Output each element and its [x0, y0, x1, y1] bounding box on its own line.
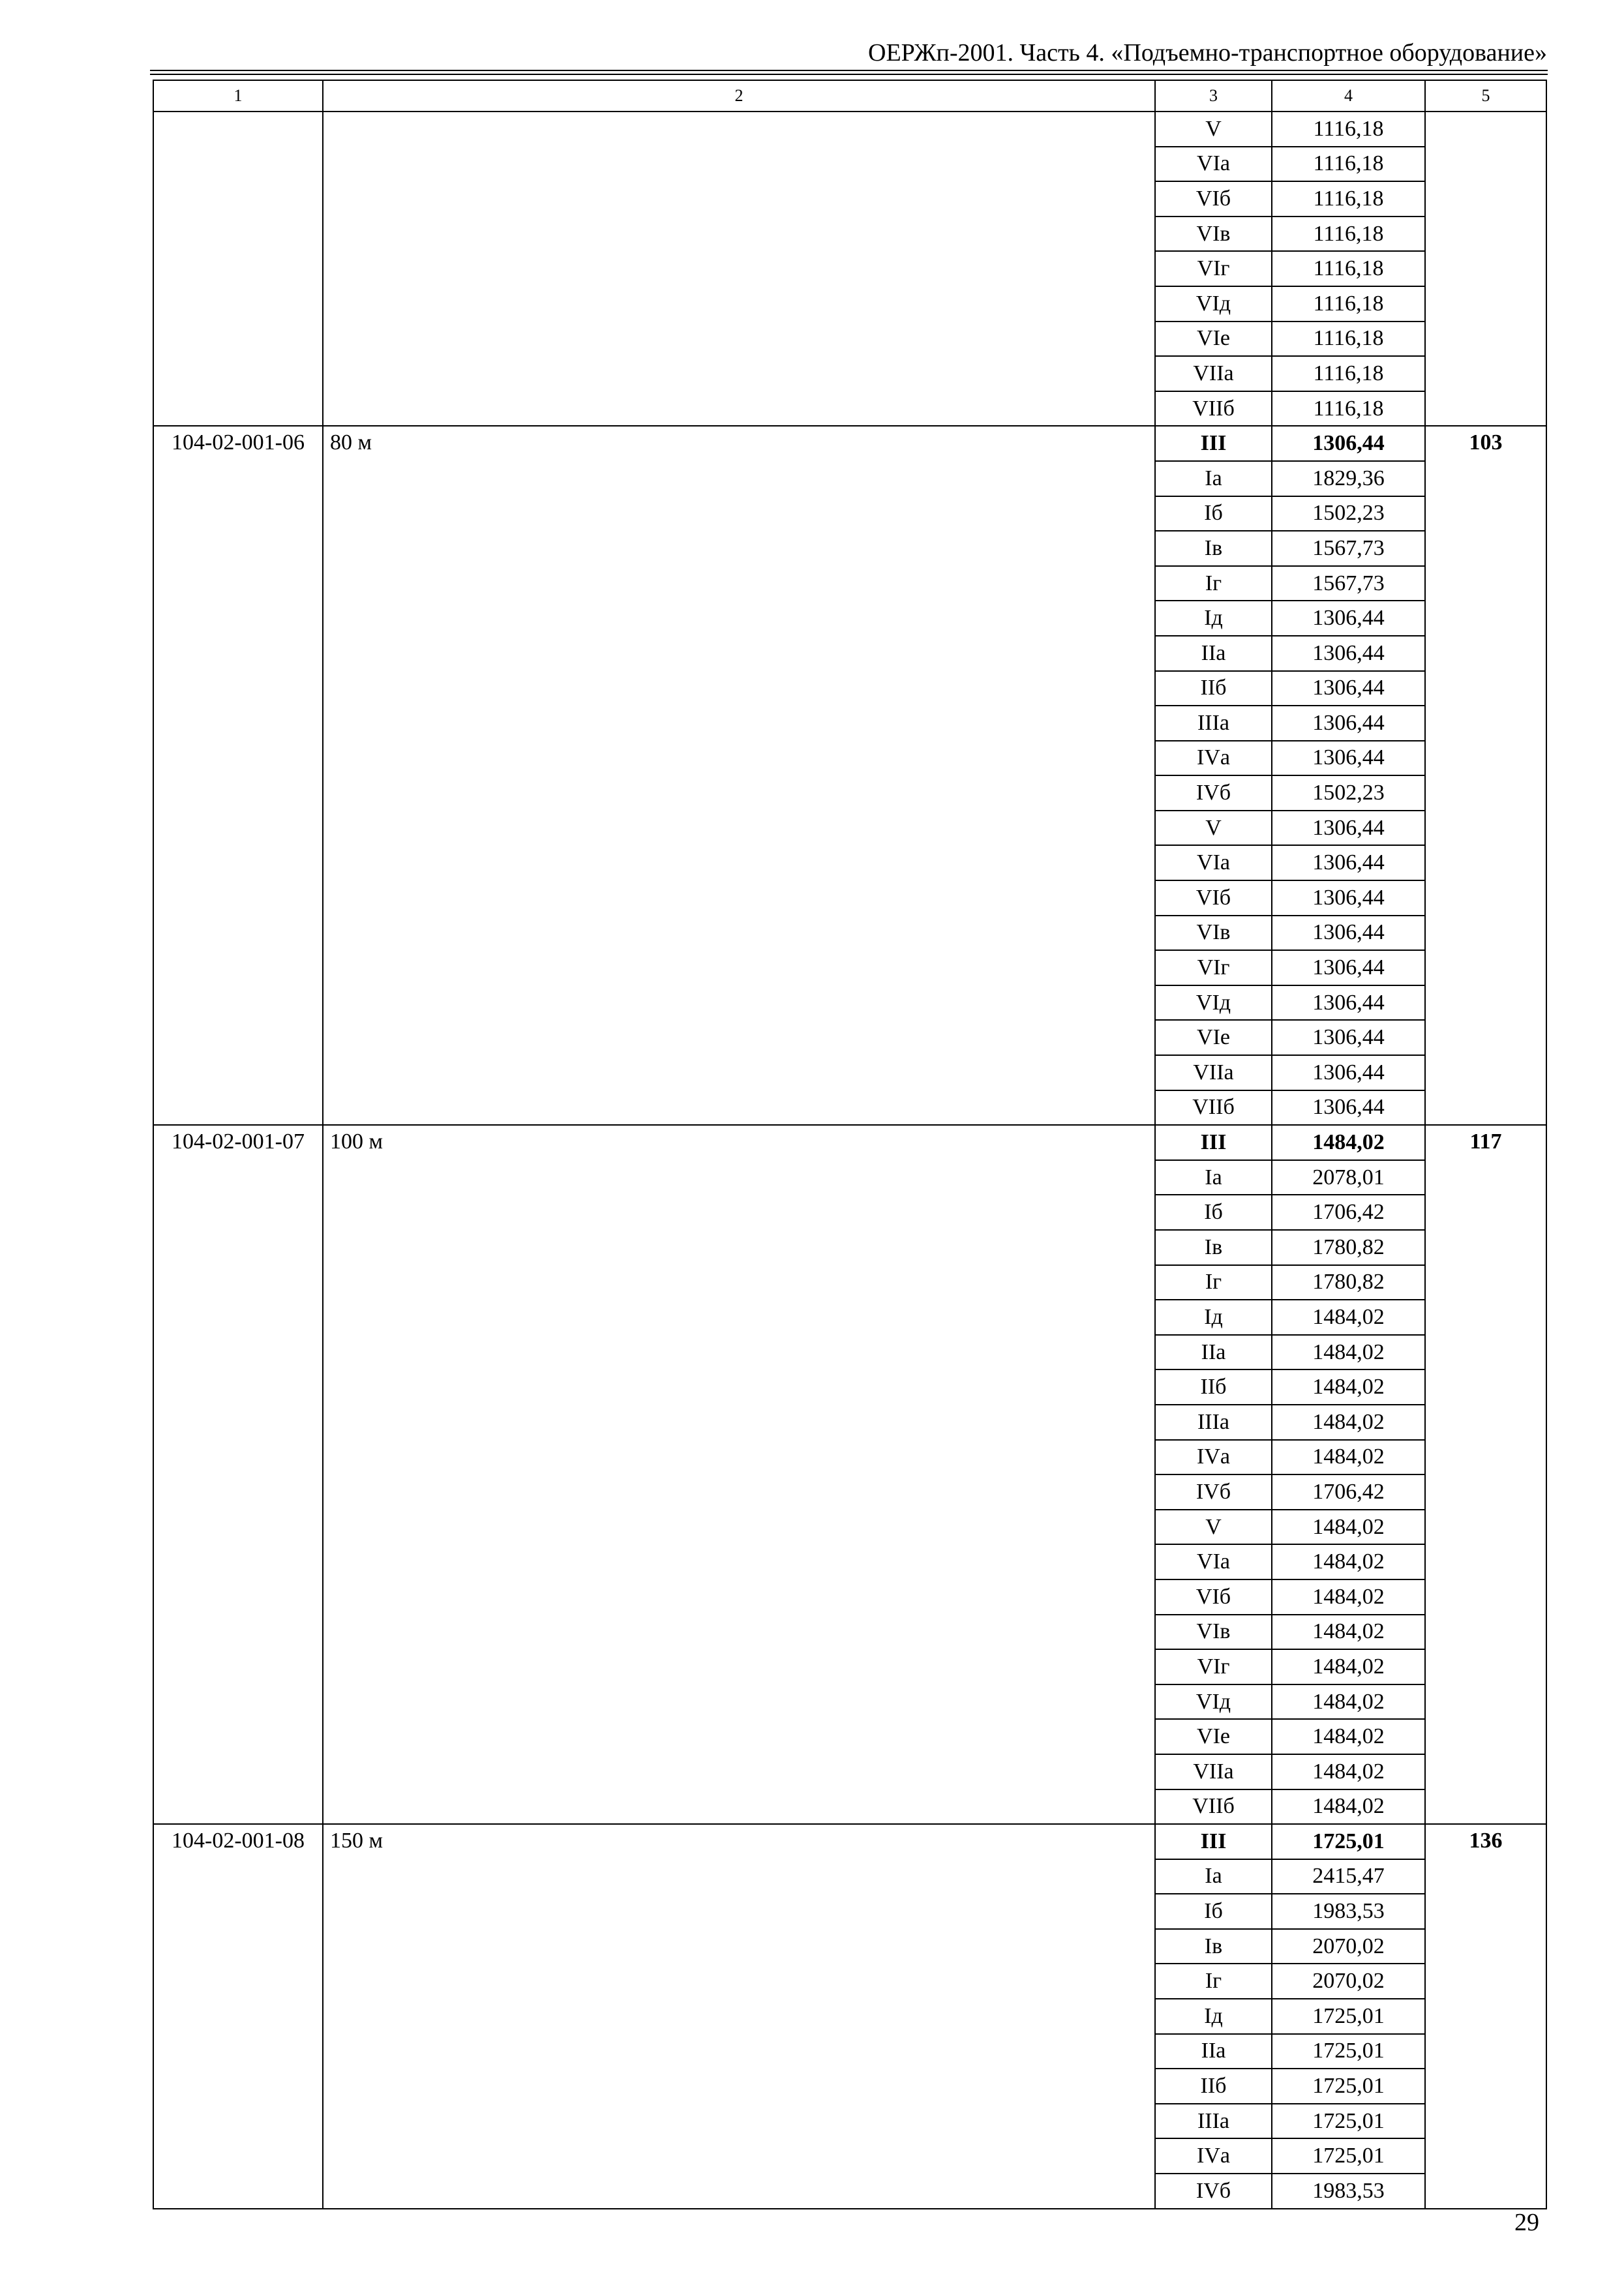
- zone-cell: VIIа: [1155, 1754, 1272, 1789]
- price-cell: 1484,02: [1272, 1440, 1425, 1475]
- table-row: [153, 112, 1546, 147]
- rate-code-cell: 104-02-001-06: [153, 426, 323, 1125]
- zone-cell: Iв: [1155, 1929, 1272, 1964]
- price-cell: 1484,02: [1272, 1369, 1425, 1405]
- zone-cell: Iд: [1155, 1300, 1272, 1335]
- price-cell: 1484,02: [1272, 1510, 1425, 1545]
- zone-cell: IVа: [1155, 2138, 1272, 2174]
- zone-cell: IIIа: [1155, 1405, 1272, 1440]
- rate-code-cell: [153, 112, 323, 426]
- price-cell: 2070,02: [1272, 1929, 1425, 1964]
- zone-cell: IIб: [1155, 2069, 1272, 2104]
- zone-cell: VIIб: [1155, 391, 1272, 426]
- zone-cell: Iб: [1155, 1195, 1272, 1230]
- price-cell: 1116,18: [1272, 286, 1425, 322]
- price-cell: 1306,44: [1272, 706, 1425, 741]
- rate-name-cell: 150 м: [323, 1824, 1155, 2209]
- zone-cell: VIIа: [1155, 356, 1272, 391]
- zone-cell: Iд: [1155, 601, 1272, 636]
- price-cell: 1306,44: [1272, 741, 1425, 776]
- price-cell: 1725,01: [1272, 1824, 1425, 1859]
- price-cell: 1484,02: [1272, 1579, 1425, 1615]
- zone-cell: Iб: [1155, 496, 1272, 531]
- price-cell: 1306,44: [1272, 845, 1425, 880]
- header-rule-double: [150, 74, 1548, 75]
- price-cell: 1484,02: [1272, 1300, 1425, 1335]
- price-cell: 1306,44: [1272, 426, 1425, 461]
- price-cell: 1306,44: [1272, 636, 1425, 671]
- column-5-cell: 136: [1425, 1824, 1546, 2209]
- price-cell: 1706,42: [1272, 1195, 1425, 1230]
- zone-cell: VIв: [1155, 217, 1272, 252]
- zone-cell: IVб: [1155, 1474, 1272, 1510]
- price-cell: 1306,44: [1272, 950, 1425, 985]
- column-header-3: 3: [1155, 80, 1272, 112]
- price-cell: 1725,01: [1272, 2069, 1425, 2104]
- zone-cell: IVб: [1155, 775, 1272, 811]
- column-header-4: 4: [1272, 80, 1425, 112]
- price-cell: 1306,44: [1272, 811, 1425, 846]
- zone-cell: Iа: [1155, 1859, 1272, 1894]
- price-cell: 1780,82: [1272, 1230, 1425, 1265]
- zone-cell: VIе: [1155, 322, 1272, 357]
- header-rule: [150, 70, 1548, 71]
- price-cell: 1502,23: [1272, 496, 1425, 531]
- zone-cell: VIд: [1155, 286, 1272, 322]
- zone-cell: Iг: [1155, 1265, 1272, 1300]
- zone-cell: VIб: [1155, 880, 1272, 916]
- zone-cell: Iв: [1155, 1230, 1272, 1265]
- price-cell: 1306,44: [1272, 985, 1425, 1021]
- zone-cell: VIа: [1155, 1544, 1272, 1579]
- zone-cell: III: [1155, 1125, 1272, 1160]
- rate-name-cell: [323, 112, 1155, 426]
- price-cell: 1306,44: [1272, 601, 1425, 636]
- price-cell: 1983,53: [1272, 2174, 1425, 2209]
- zone-cell: IVб: [1155, 2174, 1272, 2209]
- price-cell: 1484,02: [1272, 1789, 1425, 1825]
- column-header-2: 2: [323, 80, 1155, 112]
- price-cell: 2415,47: [1272, 1859, 1425, 1894]
- zone-cell: Iа: [1155, 1160, 1272, 1195]
- zone-cell: Iа: [1155, 461, 1272, 496]
- price-cell: 1116,18: [1272, 112, 1425, 147]
- price-cell: 1484,02: [1272, 1335, 1425, 1370]
- price-cell: 1829,36: [1272, 461, 1425, 496]
- zone-cell: VIг: [1155, 950, 1272, 985]
- zone-cell: VIб: [1155, 1579, 1272, 1615]
- zone-cell: IIа: [1155, 1335, 1272, 1370]
- page-number: 29: [1514, 2209, 1539, 2236]
- zone-cell: IIIа: [1155, 706, 1272, 741]
- zone-cell: VIг: [1155, 1649, 1272, 1684]
- price-cell: 1567,73: [1272, 566, 1425, 601]
- column-header-5: 5: [1425, 80, 1546, 112]
- price-cell: 1484,02: [1272, 1544, 1425, 1579]
- price-cell: 1306,44: [1272, 880, 1425, 916]
- rate-code-cell: 104-02-001-08: [153, 1824, 323, 2209]
- zone-cell: V: [1155, 811, 1272, 846]
- price-cell: 1725,01: [1272, 2104, 1425, 2139]
- zone-cell: Iг: [1155, 1964, 1272, 1999]
- table-row: [153, 1125, 1546, 1160]
- zone-cell: IVа: [1155, 741, 1272, 776]
- price-cell: 1780,82: [1272, 1265, 1425, 1300]
- price-cell: 1306,44: [1272, 1090, 1425, 1126]
- zone-cell: Iв: [1155, 531, 1272, 566]
- column-5-cell: 103: [1425, 426, 1546, 1125]
- zone-cell: VIIб: [1155, 1090, 1272, 1126]
- price-cell: 1306,44: [1272, 1055, 1425, 1090]
- zone-cell: VIв: [1155, 916, 1272, 951]
- column-header-1: 1: [153, 80, 323, 112]
- zone-cell: VIIа: [1155, 1055, 1272, 1090]
- price-cell: 1484,02: [1272, 1615, 1425, 1650]
- zone-cell: IVа: [1155, 1440, 1272, 1475]
- price-cell: 1484,02: [1272, 1684, 1425, 1720]
- price-cell: 1306,44: [1272, 671, 1425, 706]
- rate-name-cell: 80 м: [323, 426, 1155, 1125]
- price-cell: 1116,18: [1272, 217, 1425, 252]
- zone-cell: VIд: [1155, 985, 1272, 1021]
- price-cell: 2078,01: [1272, 1160, 1425, 1195]
- zone-cell: IIа: [1155, 2034, 1272, 2069]
- zone-cell: IIIа: [1155, 2104, 1272, 2139]
- zone-cell: VIд: [1155, 1684, 1272, 1720]
- price-cell: 1484,02: [1272, 1405, 1425, 1440]
- zone-cell: IIа: [1155, 636, 1272, 671]
- zone-cell: III: [1155, 426, 1272, 461]
- price-cell: 1116,18: [1272, 181, 1425, 217]
- rate-name-cell: 100 м: [323, 1125, 1155, 1824]
- price-table-body: [153, 80, 1546, 2209]
- page-header: ОЕРЖп-2001. Часть 4. «Подъемно-транспортное оборудование»: [868, 39, 1547, 67]
- price-cell: 1567,73: [1272, 531, 1425, 566]
- price-cell: 1116,18: [1272, 322, 1425, 357]
- zone-cell: IIб: [1155, 671, 1272, 706]
- zone-cell: VIг: [1155, 251, 1272, 286]
- price-cell: 1725,01: [1272, 2034, 1425, 2069]
- zone-cell: VIб: [1155, 181, 1272, 217]
- zone-cell: V: [1155, 112, 1272, 147]
- price-cell: 1484,02: [1272, 1649, 1425, 1684]
- price-cell: 1484,02: [1272, 1125, 1425, 1160]
- zone-cell: Iг: [1155, 566, 1272, 601]
- zone-cell: III: [1155, 1824, 1272, 1859]
- price-cell: 2070,02: [1272, 1964, 1425, 1999]
- price-cell: 1502,23: [1272, 775, 1425, 811]
- rate-code-cell: 104-02-001-07: [153, 1125, 323, 1824]
- price-cell: 1706,42: [1272, 1474, 1425, 1510]
- price-cell: 1484,02: [1272, 1719, 1425, 1754]
- column-5-cell: 117: [1425, 1125, 1546, 1824]
- zone-cell: VIIб: [1155, 1789, 1272, 1825]
- price-cell: 1484,02: [1272, 1754, 1425, 1789]
- table-row: [153, 426, 1546, 461]
- zone-cell: VIа: [1155, 845, 1272, 880]
- column-5-cell: [1425, 112, 1546, 426]
- zone-cell: VIе: [1155, 1719, 1272, 1754]
- price-cell: 1306,44: [1272, 916, 1425, 951]
- zone-cell: IIб: [1155, 1369, 1272, 1405]
- price-cell: 1725,01: [1272, 1999, 1425, 2034]
- price-cell: 1116,18: [1272, 391, 1425, 426]
- price-cell: 1983,53: [1272, 1894, 1425, 1929]
- zone-cell: VIв: [1155, 1615, 1272, 1650]
- zone-cell: VIа: [1155, 147, 1272, 182]
- zone-cell: V: [1155, 1510, 1272, 1545]
- zone-cell: VIе: [1155, 1020, 1272, 1055]
- column-number-row: [153, 80, 1546, 112]
- zone-cell: Iд: [1155, 1999, 1272, 2034]
- table-row: [153, 1824, 1546, 1859]
- price-cell: 1116,18: [1272, 356, 1425, 391]
- price-cell: 1306,44: [1272, 1020, 1425, 1055]
- zone-cell: Iб: [1155, 1894, 1272, 1929]
- price-cell: 1116,18: [1272, 147, 1425, 182]
- price-table: [153, 80, 1547, 2209]
- price-cell: 1725,01: [1272, 2138, 1425, 2174]
- price-cell: 1116,18: [1272, 251, 1425, 286]
